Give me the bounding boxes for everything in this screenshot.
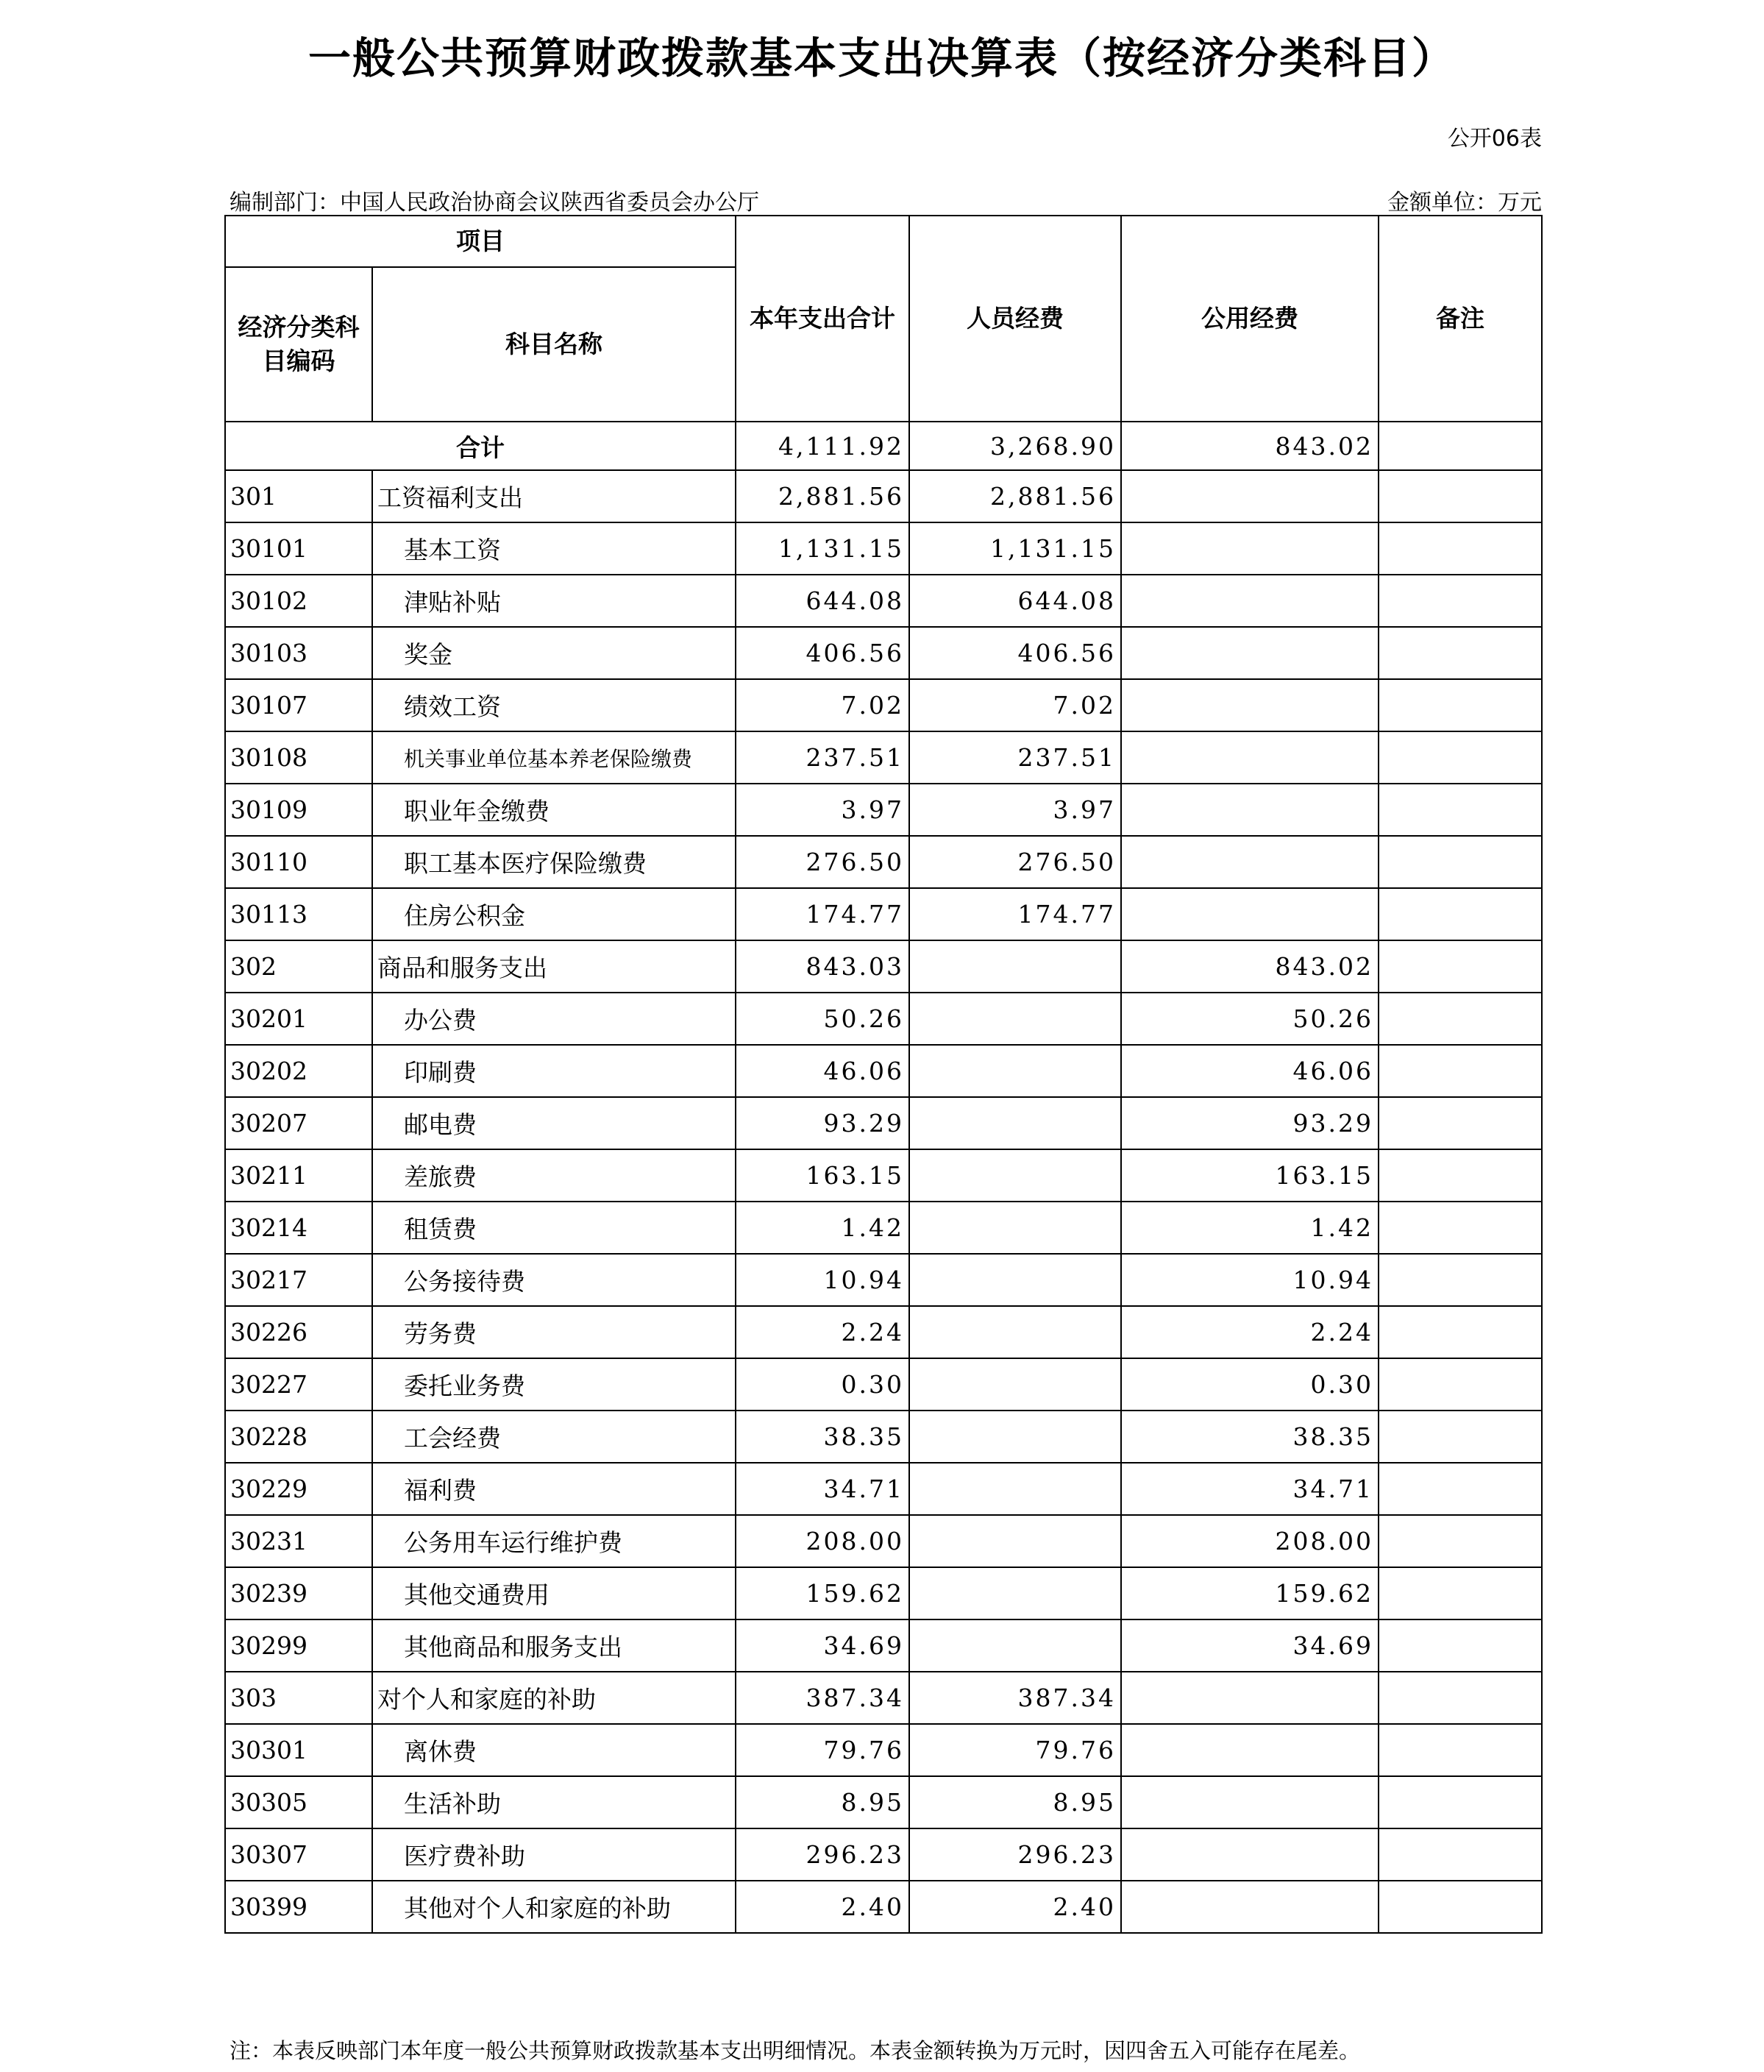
row-public: 1.42 <box>1121 1202 1379 1254</box>
row-remark <box>1379 940 1542 993</box>
row-public: 208.00 <box>1121 1515 1379 1567</box>
row-total: 34.69 <box>736 1619 909 1672</box>
row-name: 其他交通费用 <box>372 1567 736 1619</box>
expenditure-table <box>224 215 1543 1934</box>
table-row <box>225 1254 1542 1306</box>
header-total: 本年支出合计 <box>736 216 909 422</box>
row-public: 159.62 <box>1121 1567 1379 1619</box>
row-remark <box>1379 836 1542 888</box>
row-code: 30102 <box>225 575 372 627</box>
row-code: 30231 <box>225 1515 372 1567</box>
page-title: 一般公共预算财政拨款基本支出决算表（按经济分类科目） <box>307 33 1456 83</box>
row-personnel <box>909 1567 1121 1619</box>
row-personnel <box>909 993 1121 1045</box>
table-row <box>225 1358 1542 1411</box>
row-remark <box>1379 1045 1542 1097</box>
row-personnel <box>909 1463 1121 1515</box>
row-total: 8.95 <box>736 1776 909 1828</box>
row-code: 30226 <box>225 1306 372 1358</box>
row-public: 93.29 <box>1121 1097 1379 1149</box>
row-public: 0.30 <box>1121 1358 1379 1411</box>
row-code: 302 <box>225 940 372 993</box>
row-personnel: 276.50 <box>909 836 1121 888</box>
row-name: 差旅费 <box>372 1149 736 1202</box>
row-total: 163.15 <box>736 1149 909 1202</box>
row-personnel: 296.23 <box>909 1828 1121 1881</box>
table-row <box>225 731 1542 784</box>
row-code: 30301 <box>225 1724 372 1776</box>
row-public <box>1121 1672 1379 1724</box>
row-name: 公务用车运行维护费 <box>372 1515 736 1567</box>
table-row <box>225 888 1542 940</box>
row-total: 2,881.56 <box>736 470 909 522</box>
header-personnel: 人员经费 <box>909 216 1121 422</box>
row-name: 委托业务费 <box>372 1358 736 1411</box>
row-name: 其他商品和服务支出 <box>372 1619 736 1672</box>
row-name: 离休费 <box>372 1724 736 1776</box>
table-row <box>225 1881 1542 1933</box>
row-name: 职工基本医疗保险缴费 <box>372 836 736 888</box>
row-name: 租赁费 <box>372 1202 736 1254</box>
row-remark <box>1379 1672 1542 1724</box>
header-public: 公用经费 <box>1121 216 1379 422</box>
table-row <box>225 1202 1542 1254</box>
row-personnel <box>909 1254 1121 1306</box>
row-remark <box>1379 679 1542 731</box>
row-remark <box>1379 888 1542 940</box>
total-row <box>225 422 1542 470</box>
row-remark <box>1379 627 1542 679</box>
row-personnel: 79.76 <box>909 1724 1121 1776</box>
row-personnel <box>909 1202 1121 1254</box>
row-name: 工会经费 <box>372 1411 736 1463</box>
header-name: 科目名称 <box>372 267 736 422</box>
row-personnel <box>909 1045 1121 1097</box>
row-name: 对个人和家庭的补助 <box>372 1672 736 1724</box>
row-public <box>1121 888 1379 940</box>
table-row <box>225 522 1542 575</box>
total-remark <box>1379 422 1542 470</box>
row-public: 10.94 <box>1121 1254 1379 1306</box>
row-remark <box>1379 522 1542 575</box>
row-total: 10.94 <box>736 1254 909 1306</box>
row-code: 30109 <box>225 784 372 836</box>
row-remark <box>1379 731 1542 784</box>
row-remark <box>1379 1149 1542 1202</box>
row-personnel: 406.56 <box>909 627 1121 679</box>
row-public <box>1121 679 1379 731</box>
row-public <box>1121 1881 1379 1933</box>
row-remark <box>1379 1828 1542 1881</box>
row-public <box>1121 522 1379 575</box>
total-amount: 4,111.92 <box>736 422 909 470</box>
table-row <box>225 679 1542 731</box>
total-label: 合计 <box>225 422 736 470</box>
table-row <box>225 836 1542 888</box>
row-name: 商品和服务支出 <box>372 940 736 993</box>
row-personnel: 387.34 <box>909 1672 1121 1724</box>
row-personnel: 2.40 <box>909 1881 1121 1933</box>
row-total: 644.08 <box>736 575 909 627</box>
row-code: 30101 <box>225 522 372 575</box>
row-total: 38.35 <box>736 1411 909 1463</box>
row-remark <box>1379 1254 1542 1306</box>
row-personnel: 7.02 <box>909 679 1121 731</box>
table-row <box>225 1306 1542 1358</box>
unit-label: 金额单位：万元 <box>1387 190 1542 216</box>
row-code: 30108 <box>225 731 372 784</box>
row-personnel <box>909 1097 1121 1149</box>
row-code: 30239 <box>225 1567 372 1619</box>
row-name: 职业年金缴费 <box>372 784 736 836</box>
row-code: 30107 <box>225 679 372 731</box>
row-code: 30305 <box>225 1776 372 1828</box>
table-row <box>225 575 1542 627</box>
row-total: 2.24 <box>736 1306 909 1358</box>
row-code: 30113 <box>225 888 372 940</box>
row-public <box>1121 1724 1379 1776</box>
row-code: 30201 <box>225 993 372 1045</box>
row-public: 843.02 <box>1121 940 1379 993</box>
row-public <box>1121 1776 1379 1828</box>
table-row <box>225 1724 1542 1776</box>
total-personnel: 3,268.90 <box>909 422 1121 470</box>
row-code: 30202 <box>225 1045 372 1097</box>
row-remark <box>1379 1515 1542 1567</box>
row-remark <box>1379 1097 1542 1149</box>
row-code: 301 <box>225 470 372 522</box>
row-total: 79.76 <box>736 1724 909 1776</box>
row-code: 30103 <box>225 627 372 679</box>
row-total: 843.03 <box>736 940 909 993</box>
row-name: 其他对个人和家庭的补助 <box>372 1881 736 1933</box>
row-remark <box>1379 784 1542 836</box>
row-total: 1.42 <box>736 1202 909 1254</box>
row-remark <box>1379 1358 1542 1411</box>
row-personnel: 2,881.56 <box>909 470 1121 522</box>
total-public: 843.02 <box>1121 422 1379 470</box>
row-total: 208.00 <box>736 1515 909 1567</box>
row-public <box>1121 731 1379 784</box>
row-remark <box>1379 1306 1542 1358</box>
row-code: 303 <box>225 1672 372 1724</box>
table-row <box>225 1097 1542 1149</box>
row-public: 50.26 <box>1121 993 1379 1045</box>
row-remark <box>1379 1567 1542 1619</box>
row-total: 93.29 <box>736 1097 909 1149</box>
row-personnel: 8.95 <box>909 1776 1121 1828</box>
row-personnel: 174.77 <box>909 888 1121 940</box>
row-code: 30307 <box>225 1828 372 1881</box>
row-name: 生活补助 <box>372 1776 736 1828</box>
footnote: 注：本表反映部门本年度一般公共预算财政拨款基本支出明细情况。本表金额转换为万元时，因四舍五入可能存在尾差。 <box>230 2038 1361 2063</box>
row-code: 30299 <box>225 1619 372 1672</box>
row-remark <box>1379 1463 1542 1515</box>
row-name: 工资福利支出 <box>372 470 736 522</box>
row-total: 406.56 <box>736 627 909 679</box>
row-name: 印刷费 <box>372 1045 736 1097</box>
row-personnel: 3.97 <box>909 784 1121 836</box>
row-remark <box>1379 1881 1542 1933</box>
table-row <box>225 1515 1542 1567</box>
row-personnel <box>909 1306 1121 1358</box>
row-code: 30211 <box>225 1149 372 1202</box>
row-code: 30227 <box>225 1358 372 1411</box>
row-remark <box>1379 1724 1542 1776</box>
row-total: 3.97 <box>736 784 909 836</box>
row-total: 1,131.15 <box>736 522 909 575</box>
row-personnel <box>909 1411 1121 1463</box>
row-total: 46.06 <box>736 1045 909 1097</box>
row-public: 2.24 <box>1121 1306 1379 1358</box>
row-name: 绩效工资 <box>372 679 736 731</box>
row-name: 津贴补贴 <box>372 575 736 627</box>
table-row <box>225 1045 1542 1097</box>
table-row <box>225 993 1542 1045</box>
row-total: 296.23 <box>736 1828 909 1881</box>
row-total: 174.77 <box>736 888 909 940</box>
row-public: 163.15 <box>1121 1149 1379 1202</box>
row-name: 基本工资 <box>372 522 736 575</box>
row-public: 34.69 <box>1121 1619 1379 1672</box>
row-personnel: 1,131.15 <box>909 522 1121 575</box>
row-name: 住房公积金 <box>372 888 736 940</box>
row-name: 福利费 <box>372 1463 736 1515</box>
row-name: 奖金 <box>372 627 736 679</box>
row-personnel <box>909 940 1121 993</box>
department-label: 编制部门：中国人民政治协商会议陕西省委员会办公厅 <box>230 190 759 216</box>
row-public <box>1121 836 1379 888</box>
row-code: 30399 <box>225 1881 372 1933</box>
row-name: 办公费 <box>372 993 736 1045</box>
table-row <box>225 1828 1542 1881</box>
row-remark <box>1379 1619 1542 1672</box>
row-public <box>1121 784 1379 836</box>
row-total: 387.34 <box>736 1672 909 1724</box>
row-remark <box>1379 1776 1542 1828</box>
table-row <box>225 1567 1542 1619</box>
table-row <box>225 1672 1542 1724</box>
row-name: 公务接待费 <box>372 1254 736 1306</box>
table-row <box>225 1776 1542 1828</box>
table-row <box>225 1619 1542 1672</box>
row-public <box>1121 470 1379 522</box>
row-name: 机关事业单位基本养老保险缴费 <box>372 731 736 784</box>
row-personnel: 237.51 <box>909 731 1121 784</box>
row-name: 邮电费 <box>372 1097 736 1149</box>
row-personnel <box>909 1619 1121 1672</box>
row-total: 34.71 <box>736 1463 909 1515</box>
row-remark <box>1379 470 1542 522</box>
form-number: 公开06表 <box>1447 126 1542 152</box>
row-total: 7.02 <box>736 679 909 731</box>
row-code: 30228 <box>225 1411 372 1463</box>
row-total: 159.62 <box>736 1567 909 1619</box>
row-code: 30110 <box>225 836 372 888</box>
table-row <box>225 1463 1542 1515</box>
row-total: 0.30 <box>736 1358 909 1411</box>
row-public: 34.71 <box>1121 1463 1379 1515</box>
row-remark <box>1379 993 1542 1045</box>
row-total: 50.26 <box>736 993 909 1045</box>
table-row <box>225 1411 1542 1463</box>
table-row <box>225 627 1542 679</box>
row-remark <box>1379 1411 1542 1463</box>
header-item: 项目 <box>225 216 736 267</box>
row-name: 医疗费补助 <box>372 1828 736 1881</box>
row-public <box>1121 575 1379 627</box>
row-code: 30217 <box>225 1254 372 1306</box>
row-code: 30229 <box>225 1463 372 1515</box>
row-remark <box>1379 575 1542 627</box>
row-code: 30207 <box>225 1097 372 1149</box>
table-row <box>225 784 1542 836</box>
row-public <box>1121 627 1379 679</box>
row-name: 劳务费 <box>372 1306 736 1358</box>
row-remark <box>1379 1202 1542 1254</box>
table-row <box>225 1149 1542 1202</box>
row-public <box>1121 1828 1379 1881</box>
row-personnel: 644.08 <box>909 575 1121 627</box>
header-remark: 备注 <box>1379 216 1542 422</box>
table-row <box>225 470 1542 522</box>
row-personnel <box>909 1149 1121 1202</box>
row-personnel <box>909 1515 1121 1567</box>
row-personnel <box>909 1358 1121 1411</box>
header-code: 经济分类科目编码 <box>225 267 372 422</box>
row-total: 276.50 <box>736 836 909 888</box>
row-public: 38.35 <box>1121 1411 1379 1463</box>
row-public: 46.06 <box>1121 1045 1379 1097</box>
row-total: 2.40 <box>736 1881 909 1933</box>
row-code: 30214 <box>225 1202 372 1254</box>
row-total: 237.51 <box>736 731 909 784</box>
table-row <box>225 940 1542 993</box>
